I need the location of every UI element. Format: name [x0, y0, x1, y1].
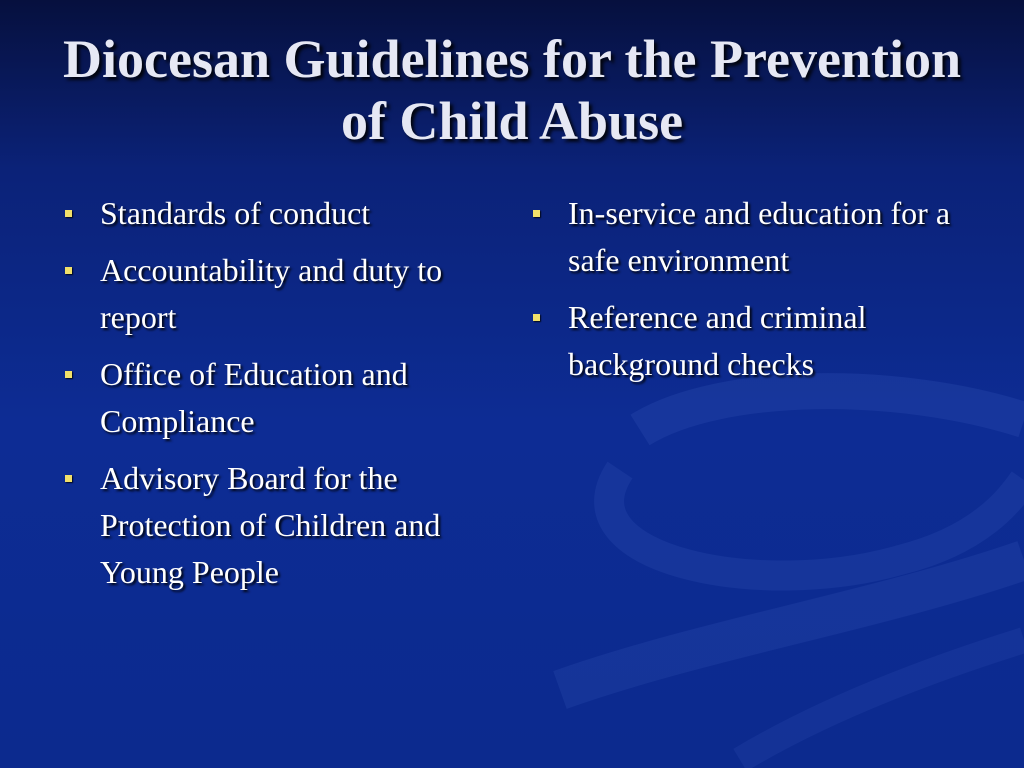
square-bullet-icon [533, 314, 540, 321]
list-item-text: Office of Education and Compliance [100, 356, 408, 439]
list-item [60, 455, 500, 596]
list-item [60, 190, 500, 237]
list-item [60, 247, 500, 341]
list-item [60, 351, 500, 445]
square-bullet-icon [533, 210, 540, 217]
slide-title: Diocesan Guidelines for the Prevention of Child Abuse [63, 29, 961, 151]
right-bullet-list [528, 190, 978, 398]
list-item-text: Reference and criminal background checks [568, 299, 867, 382]
square-bullet-icon [65, 371, 72, 378]
list-item-text: Advisory Board for the Protection of Children and Young People [100, 460, 441, 590]
list-item [528, 294, 978, 388]
square-bullet-icon [65, 267, 72, 274]
list-item-text: Standards of conduct [100, 195, 371, 231]
left-bullet-list [60, 190, 500, 606]
list-item [528, 190, 978, 284]
square-bullet-icon [65, 210, 72, 217]
list-item-text: Accountability and duty to report [100, 252, 443, 335]
square-bullet-icon [65, 475, 72, 482]
list-item-text: In-service and education for a safe environment [568, 195, 951, 278]
